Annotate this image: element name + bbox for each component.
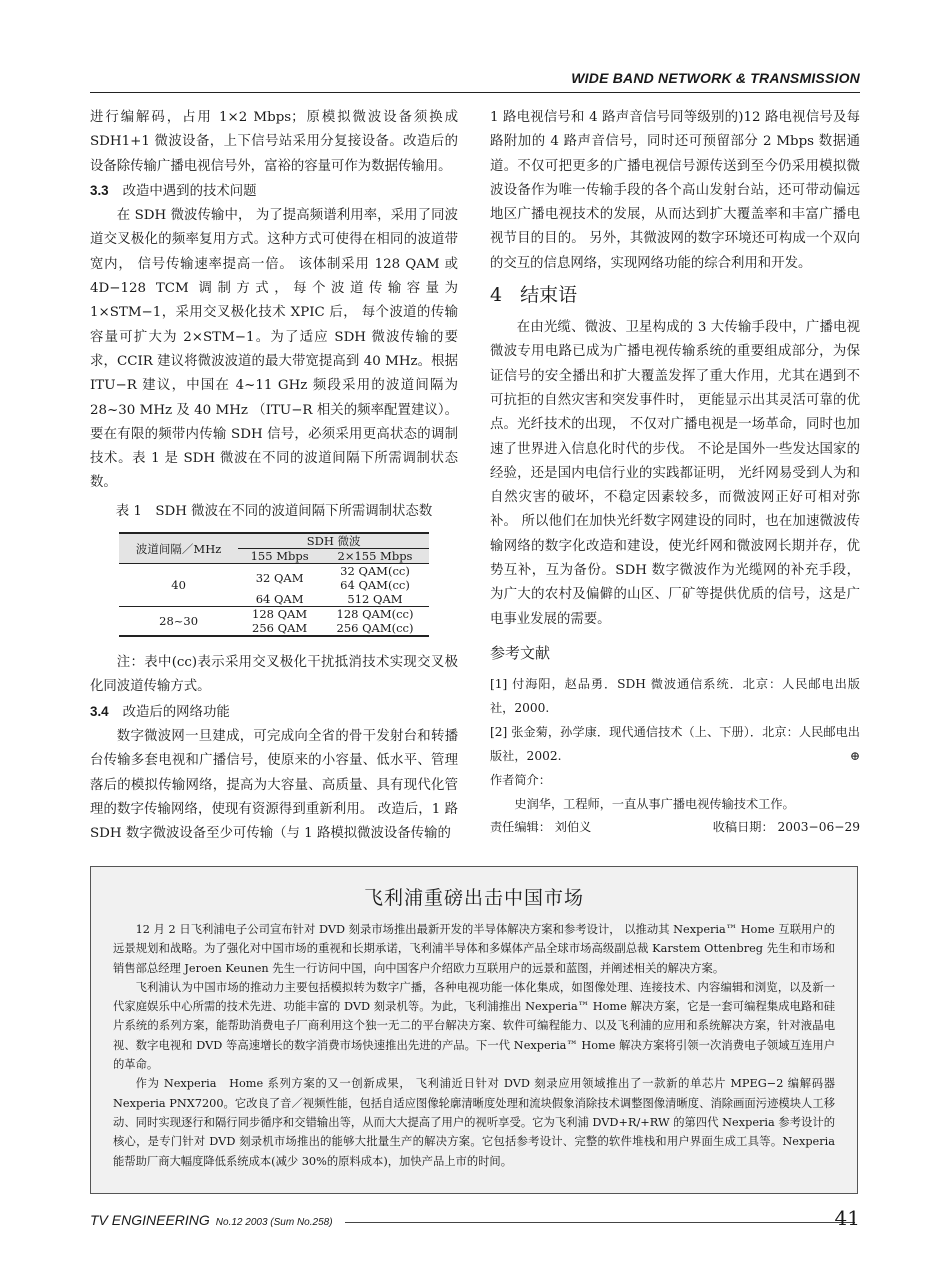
reference-item [490, 720, 860, 768]
section-title: 结束语 [520, 284, 578, 307]
section-title: 改造后的网络功能 [122, 704, 230, 720]
left-paragraph-3: 数字微波网一旦建成，可完成向全省的骨干发射台和转播台传输多套电视和广播信号，使原来的小容量、低水平、管理落后的模拟传输网络，提高为大容量、高质量、具有现代化管理的数字传输网络，使现有资源得到重新利用。 改造后，1 路 SDH 数字微波设备至少可传输（与 1 路模拟微波设备传输的 [90, 728, 458, 842]
table-cell: 512 QAM [321, 592, 429, 607]
left-paragraph-2: 在 SDH 微波传输中， 为了提高频谱利用率，采用了同波道交叉极化的频率复用方式。这种方式可使得在相同的波道带宽内， 信号传输速率提高一倍。 该体制采用 128 QAM 或 4D−128 TCM 调制方式，每个波道传输容量为 1×STM−1，采用交叉极化技术 XPIC 后， 每个波道的传输容量可扩大为 2×STM−1。为了适应 SDH 微波传输的要求，CCIR 建议将微波波道的最大带宽提高到 40 MHz。根据 ITU−R 建议，中国在 4~11 GHz 频段采用的波道间隔为 28~30 MHz 及 40 MHz （ITU−R 相关的频率配置建议）。要在有限的频带内传输 SDH 信号，必须采用更高状态的调制技术。表 1 是 SDH 微波在不同的波道间隔下所需调制状态数。 [90, 208, 458, 491]
table-cell: 28~30 [119, 607, 238, 637]
table-cell: 128 QAM [252, 607, 308, 622]
received-date: 收稿日期： 2003−06−29 [712, 819, 860, 834]
header-rule [90, 92, 860, 93]
table-note: 注：表中(cc)表示采用交叉极化干扰抵消技术实现交叉极化同波道传输方式。 [90, 655, 458, 695]
end-mark-icon: ⊕ [849, 748, 860, 763]
news-paragraph: 12 月 2 日飞利浦电子公司宣布针对 DVD 刻录市场推出最新开发的半导体解决方案和参考设计， 以推动其 Nexperia™ Home 互联用户的远景规划和战略。为了强化对中国市场的重视和长期承诺，飞利浦半导体和多媒体产品全球市场高级副总裁 Karstem Ottenbreg 先生和市场和销售部总经理 Jeroen Keunen 先生一行访问中国，向中国客户介绍欧力互联用户的远景和蓝图，并阐述相关的解决方案。 [113, 923, 835, 975]
footer-rule [345, 1222, 855, 1223]
responsible-editor: 责任编辑： 刘伯义 [490, 819, 592, 834]
table-cell: 256 QAM [238, 621, 321, 636]
table-cell: 128 QAM(cc) [336, 607, 414, 622]
running-title: WIDE BAND NETWORK & TRANSMISSION [571, 70, 860, 86]
news-box-body [91, 920, 857, 1171]
right-paragraph-1: 1 路电视信号和 4 路声音信号同等级别的)12 路电视信号及每路附加的 4 路声音信号，同时还可预留部分 2 Mbps 数据通道。不仅可把更多的广播电视信号源传送到至今仍采用模拟微波设备作为唯一传输手段的各个高山发射台站，还可带动偏远地区广播电视技术的发展，从而达到扩大覆盖率和丰富广播电视节目的目的。 另外，其微波网的数字环境还可构成一个双向的交互的信息网络，实现网络功能的综合利用和开发。 [490, 110, 860, 271]
table-cell: 64 QAM [238, 592, 321, 607]
table-cell: 32 QAM(cc) [340, 564, 410, 579]
modulation-table [119, 532, 429, 637]
author-bio: 史润华，工程师，一直从事广播电视传输技术工作。 [514, 796, 795, 811]
table-cell: 32 QAM [255, 571, 304, 586]
table-cell: 40 [119, 564, 238, 607]
right-paragraph-2: 在由光缆、微波、卫星构成的 3 大传输手段中，广播电视微波专用电路已成为广播电视传输系统的重要组成部分，为保证信号的安全播出和扩大覆盖发挥了重大作用，尤其在遇到不可抗拒的自然灾害和突发事件时， 更能显示出其灵活可靠的优点。光纤技术的出现， 不仅对广播电视是一场革命，同时也加速了世界进入信息化时代的步伐。 不论是国外一些发达国家的经验，还是国内电信行业的实践都证明， 光纤网易受到人为和自然灾害的破坏，不稳定因素较多，而微波网正好可相对弥补。 所以他们在加快光纤数字网建设的同时，也在加速微波传输网络的数字化改造和建设，使光纤网和微波网长期并存，优势互补，互为备份。SDH 数字微波作为光缆网的补充手段， 为广大的农村及偏僻的山区、厂矿等提供优质的信号，这是广电事业发展的需要。 [490, 320, 860, 627]
section-number: 3.4 [90, 703, 109, 719]
table-row [119, 607, 429, 622]
references-list [490, 672, 860, 768]
section-3-3-heading [90, 179, 458, 204]
table-header-sdh: SDH 微波 [238, 533, 429, 549]
table-subheader-2x155: 2×155 Mbps [321, 549, 429, 564]
page-number: 41 [834, 1206, 860, 1230]
news-paragraph: 飞利浦认为中国市场的推动力主要包括模拟转为数字广播，各种电视功能一体化集成，如图像处理、连接技术、内容编辑和浏览，以及新一代家庭娱乐中心所需的技术先进、功能丰富的 DVD 刻录机等。为此，飞利浦推出 Nexperia™ Home 解决方案，它是一套可编程集成电路和硅片系统的系列方案，能帮助消费电子厂商利用这个独一无二的平台解决方案、软件可编程能力、以及飞利浦的应用和系统解决方案，针对液晶电视、数字电视和 DVD 等高速增长的数字消费市场快速推出先进的产品。下一代 Nexperia™ Home 解决方案将引领一次消费电子领域互连用户的革命。 [113, 980, 835, 1072]
reference-text: [2] 张金菊，孙学康．现代通信技术（上、下册）．北京：人民邮电出版社，2002. [490, 724, 860, 763]
reference-item: [1] 付海阳，赵品勇．SDH 微波通信系统．北京：人民邮电出版社，2000. [490, 676, 860, 715]
news-paragraph: 作为 Nexperia Home 系列方案的又一创新成果， 飞利浦近日针对 DVD 刻录应用领域推出了一款新的单芯片 MPEG−2 编解码器 Nexperia PNX7200。它改良了音／视频性能，包括自适应图像轮廓清晰度处理和流块假象消除技术调整图像清晰度、消除画面污迹模块人工移动、同时实现逐行和隔行同步循序和交错输出等，从而大大提高了用户的视听享受。它为飞利浦 DVD+R/+RW 的第四代 Nexperia 参考设计的核心，是专门针对 DVD 刻录机市场推出的能够大批量生产的解决方案。它包括参考设计、完整的软件堆栈和用户界面生成工具等。Nexperia 能帮助厂商大幅度降低系统成本(减少 30%的原料成本)，加快产品上市的时间。 [113, 1077, 835, 1168]
left-paragraph-1: 进行编解码，占用 1×2 Mbps；原模拟微波设备须换成 SDH1+1 微波设备，上下信号站采用分复接设备。改造后的设备除传输广播电视信号外，富裕的容量可作为数据传输用。 [90, 110, 458, 174]
table-row [119, 564, 429, 579]
section-title: 改造中遇到的技术问题 [122, 183, 257, 199]
table-caption: 表 1 SDH 微波在不同的波道间隔下所需调制状态数 [115, 503, 433, 519]
left-column [90, 106, 458, 846]
references-heading: 参考文献 [490, 643, 551, 662]
section-3-4-heading [90, 700, 458, 725]
editor-line [490, 816, 860, 838]
section-4-heading [490, 280, 860, 310]
table-header-spacing: 波道间隔／MHz [119, 533, 238, 564]
footer-journal [90, 1212, 333, 1228]
table-subheader-155: 155 Mbps [238, 549, 321, 564]
journal-issue: No.12 2003 (Sum No.258) [215, 1217, 333, 1228]
section-number: 4 [490, 284, 503, 307]
news-box-title: 飞利浦重磅出击中国市场 [363, 887, 584, 909]
author-label: 作者简介： [490, 772, 551, 787]
table-cell: 64 QAM(cc) [340, 578, 410, 593]
right-column [490, 106, 860, 838]
journal-name: TV ENGINEERING [90, 1212, 210, 1228]
section-number: 3.3 [90, 182, 109, 198]
news-box [90, 866, 858, 1194]
table-cell: 256 QAM(cc) [321, 621, 429, 636]
